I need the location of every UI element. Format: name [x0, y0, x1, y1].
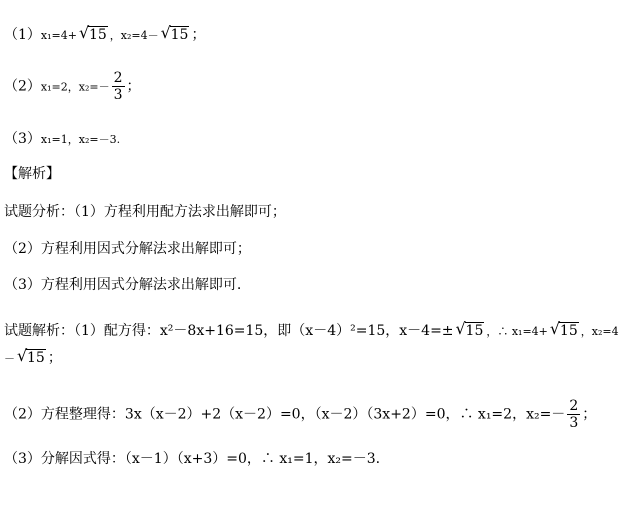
radicand: 15 — [465, 323, 484, 339]
analysis-line-3: （3）方程利用因式分解法求出解即可. — [4, 277, 242, 293]
answer-2-label: （2） — [4, 78, 41, 95]
answer-2-end: ； — [126, 78, 141, 95]
radicand: 15 — [27, 350, 45, 366]
radicand: 15 — [88, 27, 107, 43]
answer-1 — [4, 26, 205, 45]
answer-2-x2: x₂=－ — [78, 80, 110, 94]
solution-3: （3）分解因式得：（x－1）（x+3）=0，∴ x₁=1，x₂=－3. — [4, 451, 381, 467]
analysis-line-1: 试题分析：（1）方程利用配方法求出解即可； — [4, 204, 286, 220]
sqrt-symbol — [550, 318, 579, 344]
answer-3-text: x₁=1，x₂=－3. — [40, 133, 121, 146]
sqrt-symbol — [79, 26, 108, 44]
solution-2 — [4, 398, 596, 431]
answer-3-label: （3） — [4, 131, 41, 147]
solution-1-text-b: ，∴ x₁=4+ — [486, 325, 548, 338]
answer-1-x2: ，x₂=4－ — [109, 29, 159, 42]
solution-1-end: ； — [47, 350, 62, 366]
fraction — [567, 398, 580, 431]
radicand: 15 — [170, 27, 189, 43]
denominator: 3 — [113, 87, 123, 103]
sqrt-symbol — [456, 318, 485, 344]
denominator: 3 — [569, 415, 579, 431]
answer-1-end: ； — [191, 27, 206, 43]
analysis-header: 【解析】 — [4, 166, 60, 182]
solution-1-text-c: ，x₂=4－ — [4, 325, 619, 365]
answer-2 — [4, 70, 141, 103]
solution-1 — [4, 318, 626, 372]
numerator: 2 — [569, 398, 579, 414]
answer-1-label: （1） — [4, 27, 41, 43]
fraction — [112, 70, 125, 103]
solution-2-end: ； — [582, 406, 597, 423]
answer-1-x1: x₁=4+ — [40, 29, 77, 42]
sqrt-symbol — [161, 26, 190, 44]
solution-2-text: （2）方程整理得：3x（x－2）+2（x－2）=0，（x－2）（3x+2）=0，∴ x₁=2，x₂=－ — [4, 406, 566, 423]
numerator: 2 — [113, 70, 123, 86]
answer-3 — [4, 130, 120, 149]
analysis-line-2: （2）方程利用因式分解法求出解即可； — [4, 241, 251, 257]
solution-1-text-a: 试题解析：（1）配方得：x²－8x+16=15，即（x－4）²=15，x－4=± — [4, 323, 454, 339]
sqrt-symbol — [17, 345, 46, 371]
radicand: 15 — [559, 323, 578, 339]
answer-2-x1: x₁=2， — [40, 80, 79, 94]
